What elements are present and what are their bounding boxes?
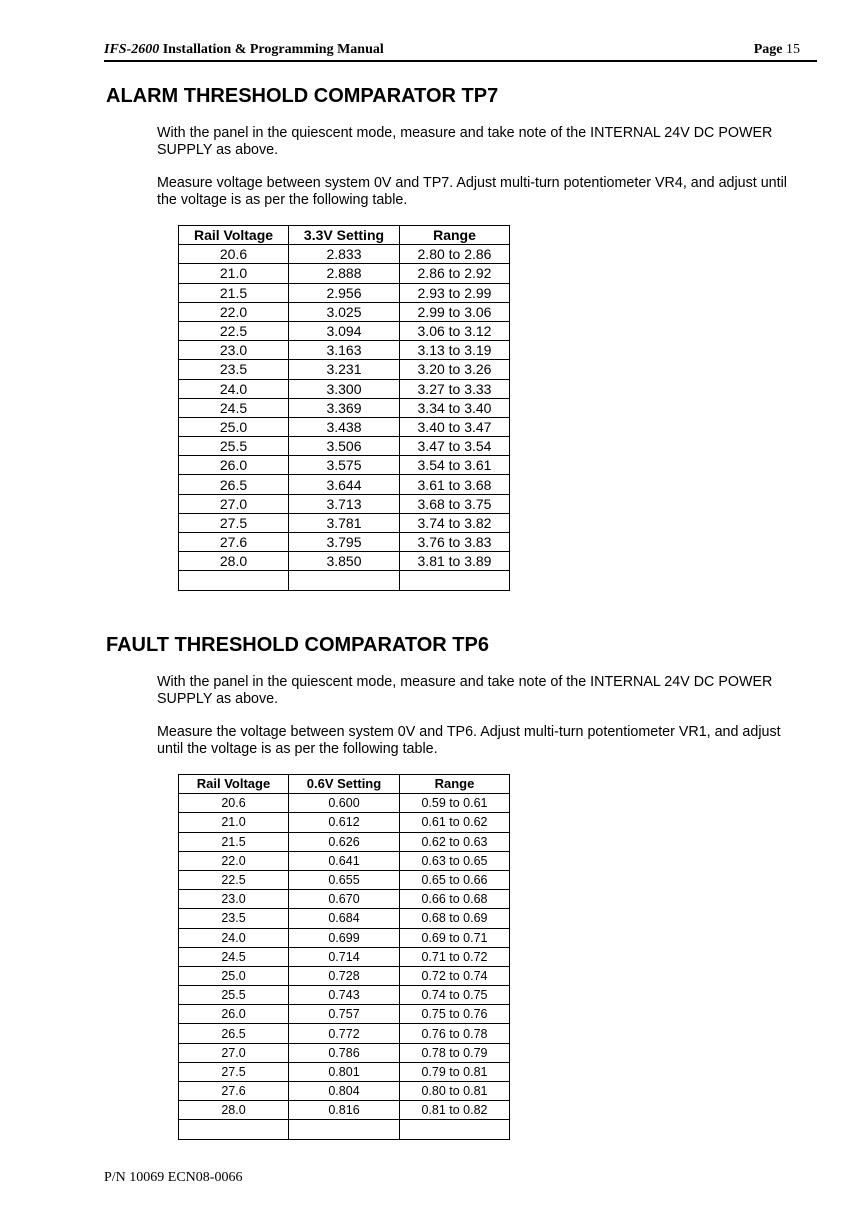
table-row — [179, 890, 510, 909]
table-cell: 0.72 to 0.74 — [400, 966, 510, 985]
table-cell: 3.094 — [289, 321, 400, 340]
column-header: Rail Voltage — [179, 226, 289, 245]
table-cell: 0.786 — [289, 1043, 400, 1062]
table-cell: 0.76 to 0.78 — [400, 1024, 510, 1043]
table-cell: 3.506 — [289, 437, 400, 456]
table-cell — [179, 1120, 289, 1139]
table-cell: 26.5 — [179, 1024, 289, 1043]
table-cell: 25.5 — [179, 437, 289, 456]
table-cell: 3.34 to 3.40 — [400, 398, 510, 417]
alarm-section-title: ALARM THRESHOLD COMPARATOR TP7 — [106, 85, 499, 107]
table-cell: 3.781 — [289, 513, 400, 532]
table-cell: 23.5 — [179, 909, 289, 928]
manual-title-text: Installation & Programming Manual — [159, 42, 384, 57]
table-cell: 2.99 to 3.06 — [400, 302, 510, 321]
table-cell: 3.369 — [289, 398, 400, 417]
table-cell — [400, 571, 510, 590]
table-row — [179, 1043, 510, 1062]
table-row — [179, 302, 510, 321]
table-cell: 3.61 to 3.68 — [400, 475, 510, 494]
table-cell: 0.626 — [289, 832, 400, 851]
table-cell: 3.795 — [289, 533, 400, 552]
table-cell: 0.61 to 0.62 — [400, 813, 510, 832]
table-cell — [179, 571, 289, 590]
table-cell: 27.0 — [179, 494, 289, 513]
table-cell: 0.714 — [289, 947, 400, 966]
table-cell: 3.163 — [289, 341, 400, 360]
table-cell: 0.684 — [289, 909, 400, 928]
table-row — [179, 571, 510, 590]
table-cell: 3.644 — [289, 475, 400, 494]
table-row — [179, 870, 510, 889]
table-cell: 0.699 — [289, 928, 400, 947]
table-row — [179, 398, 510, 417]
table-cell: 0.65 to 0.66 — [400, 870, 510, 889]
page-label: Page — [753, 42, 783, 57]
table-cell: 26.5 — [179, 475, 289, 494]
table-cell: 24.0 — [179, 379, 289, 398]
alarm-table-body — [179, 245, 510, 590]
table-cell: 0.80 to 0.81 — [400, 1082, 510, 1101]
table-cell: 23.0 — [179, 341, 289, 360]
page-header — [104, 42, 800, 60]
table-cell: 26.0 — [179, 1005, 289, 1024]
table-row — [179, 552, 510, 571]
table-cell: 25.5 — [179, 986, 289, 1005]
column-header: 3.3V Setting — [289, 226, 400, 245]
table-cell: 23.0 — [179, 890, 289, 909]
table-cell: 24.5 — [179, 947, 289, 966]
header-rule — [104, 60, 817, 62]
table-cell: 27.6 — [179, 533, 289, 552]
table-cell: 3.231 — [289, 360, 400, 379]
table-row — [179, 245, 510, 264]
table-cell: 0.66 to 0.68 — [400, 890, 510, 909]
table-row — [179, 379, 510, 398]
table-cell: 0.74 to 0.75 — [400, 986, 510, 1005]
table-row — [179, 264, 510, 283]
table-cell: 23.5 — [179, 360, 289, 379]
table-cell: 0.69 to 0.71 — [400, 928, 510, 947]
table-row — [179, 533, 510, 552]
table-cell: 22.5 — [179, 321, 289, 340]
table-cell: 3.47 to 3.54 — [400, 437, 510, 456]
table-row — [179, 341, 510, 360]
table-cell: 22.5 — [179, 870, 289, 889]
table-cell: 3.54 to 3.61 — [400, 456, 510, 475]
column-header: Range — [400, 775, 510, 794]
table-row — [179, 909, 510, 928]
fault-section-title: FAULT THRESHOLD COMPARATOR TP6 — [106, 634, 489, 656]
table-cell: 20.6 — [179, 245, 289, 264]
table-cell: 27.0 — [179, 1043, 289, 1062]
table-cell: 2.833 — [289, 245, 400, 264]
column-header: Rail Voltage — [179, 775, 289, 794]
table-header-row — [179, 226, 510, 245]
table-cell: 25.0 — [179, 417, 289, 436]
table-row — [179, 321, 510, 340]
table-cell: 0.728 — [289, 966, 400, 985]
column-header: 0.6V Setting — [289, 775, 400, 794]
table-cell: 2.80 to 2.86 — [400, 245, 510, 264]
table-cell: 0.655 — [289, 870, 400, 889]
table-cell: 0.600 — [289, 794, 400, 813]
table-cell: 0.612 — [289, 813, 400, 832]
table-row — [179, 475, 510, 494]
table-cell: 24.0 — [179, 928, 289, 947]
table-cell: 3.438 — [289, 417, 400, 436]
table-cell: 0.68 to 0.69 — [400, 909, 510, 928]
table-cell: 3.300 — [289, 379, 400, 398]
table-cell: 27.5 — [179, 1062, 289, 1081]
part-number-footer: P/N 10069 ECN08-0066 — [104, 1170, 243, 1185]
table-row — [179, 851, 510, 870]
table-row — [179, 283, 510, 302]
table-cell: 0.79 to 0.81 — [400, 1062, 510, 1081]
table-cell — [289, 571, 400, 590]
table-header-row — [179, 775, 510, 794]
table-cell: 0.81 to 0.82 — [400, 1101, 510, 1120]
table-row — [179, 1120, 510, 1139]
table-cell: 0.801 — [289, 1062, 400, 1081]
table-row — [179, 1101, 510, 1120]
table-row — [179, 417, 510, 436]
page-number: 15 — [786, 42, 800, 57]
table-cell: 21.5 — [179, 283, 289, 302]
table-cell: 3.81 to 3.89 — [400, 552, 510, 571]
alarm-threshold-table — [178, 225, 510, 591]
table-cell: 0.63 to 0.65 — [400, 851, 510, 870]
table-cell: 21.5 — [179, 832, 289, 851]
table-cell: 3.74 to 3.82 — [400, 513, 510, 532]
table-cell: 22.0 — [179, 302, 289, 321]
table-cell: 27.6 — [179, 1082, 289, 1101]
table-cell: 3.025 — [289, 302, 400, 321]
table-row — [179, 1005, 510, 1024]
table-row — [179, 794, 510, 813]
table-row — [179, 1024, 510, 1043]
table-cell: 0.71 to 0.72 — [400, 947, 510, 966]
table-row — [179, 437, 510, 456]
table-cell: 3.06 to 3.12 — [400, 321, 510, 340]
table-cell: 21.0 — [179, 264, 289, 283]
table-cell: 3.68 to 3.75 — [400, 494, 510, 513]
table-cell: 0.641 — [289, 851, 400, 870]
table-row — [179, 947, 510, 966]
table-cell: 28.0 — [179, 552, 289, 571]
column-header: Range — [400, 226, 510, 245]
table-cell: 0.62 to 0.63 — [400, 832, 510, 851]
table-cell: 3.27 to 3.33 — [400, 379, 510, 398]
table-cell: 24.5 — [179, 398, 289, 417]
table-cell: 28.0 — [179, 1101, 289, 1120]
table-cell: 3.713 — [289, 494, 400, 513]
table-cell: 0.743 — [289, 986, 400, 1005]
table-cell: 2.86 to 2.92 — [400, 264, 510, 283]
table-row — [179, 832, 510, 851]
fault-paragraph-2: Measure the voltage between system 0V and TP6. Adjust multi-turn potentiometer VR1, and adjust until the voltage is as per the following table. — [157, 724, 781, 757]
table-row — [179, 494, 510, 513]
table-row — [179, 813, 510, 832]
table-cell: 2.956 — [289, 283, 400, 302]
table-cell: 0.804 — [289, 1082, 400, 1101]
table-cell — [289, 1120, 400, 1139]
table-cell: 26.0 — [179, 456, 289, 475]
fault-threshold-table — [178, 774, 510, 1140]
table-row — [179, 966, 510, 985]
table-cell: 0.757 — [289, 1005, 400, 1024]
manual-title — [104, 42, 384, 58]
table-row — [179, 456, 510, 475]
table-cell: 27.5 — [179, 513, 289, 532]
table-row — [179, 986, 510, 1005]
table-cell: 0.670 — [289, 890, 400, 909]
table-cell: 20.6 — [179, 794, 289, 813]
alarm-paragraph-2: Measure voltage between system 0V and TP7. Adjust multi-turn potentiometer VR4, and adjust until the voltage is as per the following table. — [157, 175, 787, 208]
fault-table-body — [179, 794, 510, 1139]
page-indicator — [754, 42, 800, 58]
table-cell: 3.850 — [289, 552, 400, 571]
table-cell: 2.93 to 2.99 — [400, 283, 510, 302]
table-cell: 0.816 — [289, 1101, 400, 1120]
table-cell: 21.0 — [179, 813, 289, 832]
table-cell: 22.0 — [179, 851, 289, 870]
table-cell: 3.20 to 3.26 — [400, 360, 510, 379]
table-row — [179, 513, 510, 532]
table-row — [179, 1062, 510, 1081]
table-cell: 0.59 to 0.61 — [400, 794, 510, 813]
table-cell: 0.772 — [289, 1024, 400, 1043]
table-cell: 0.75 to 0.76 — [400, 1005, 510, 1024]
table-cell: 3.13 to 3.19 — [400, 341, 510, 360]
table-cell: 0.78 to 0.79 — [400, 1043, 510, 1062]
table-cell: 2.888 — [289, 264, 400, 283]
table-cell — [400, 1120, 510, 1139]
alarm-paragraph-1: With the panel in the quiescent mode, measure and take note of the INTERNAL 24V DC POWER SUPPLY as above. — [157, 125, 773, 158]
product-name: IFS-2600 — [104, 42, 160, 57]
table-cell: 3.575 — [289, 456, 400, 475]
table-cell: 3.40 to 3.47 — [400, 417, 510, 436]
fault-paragraph-1: With the panel in the quiescent mode, measure and take note of the INTERNAL 24V DC POWER SUPPLY as above. — [157, 674, 773, 707]
table-cell: 25.0 — [179, 966, 289, 985]
table-row — [179, 1082, 510, 1101]
table-row — [179, 360, 510, 379]
table-row — [179, 928, 510, 947]
table-cell: 3.76 to 3.83 — [400, 533, 510, 552]
